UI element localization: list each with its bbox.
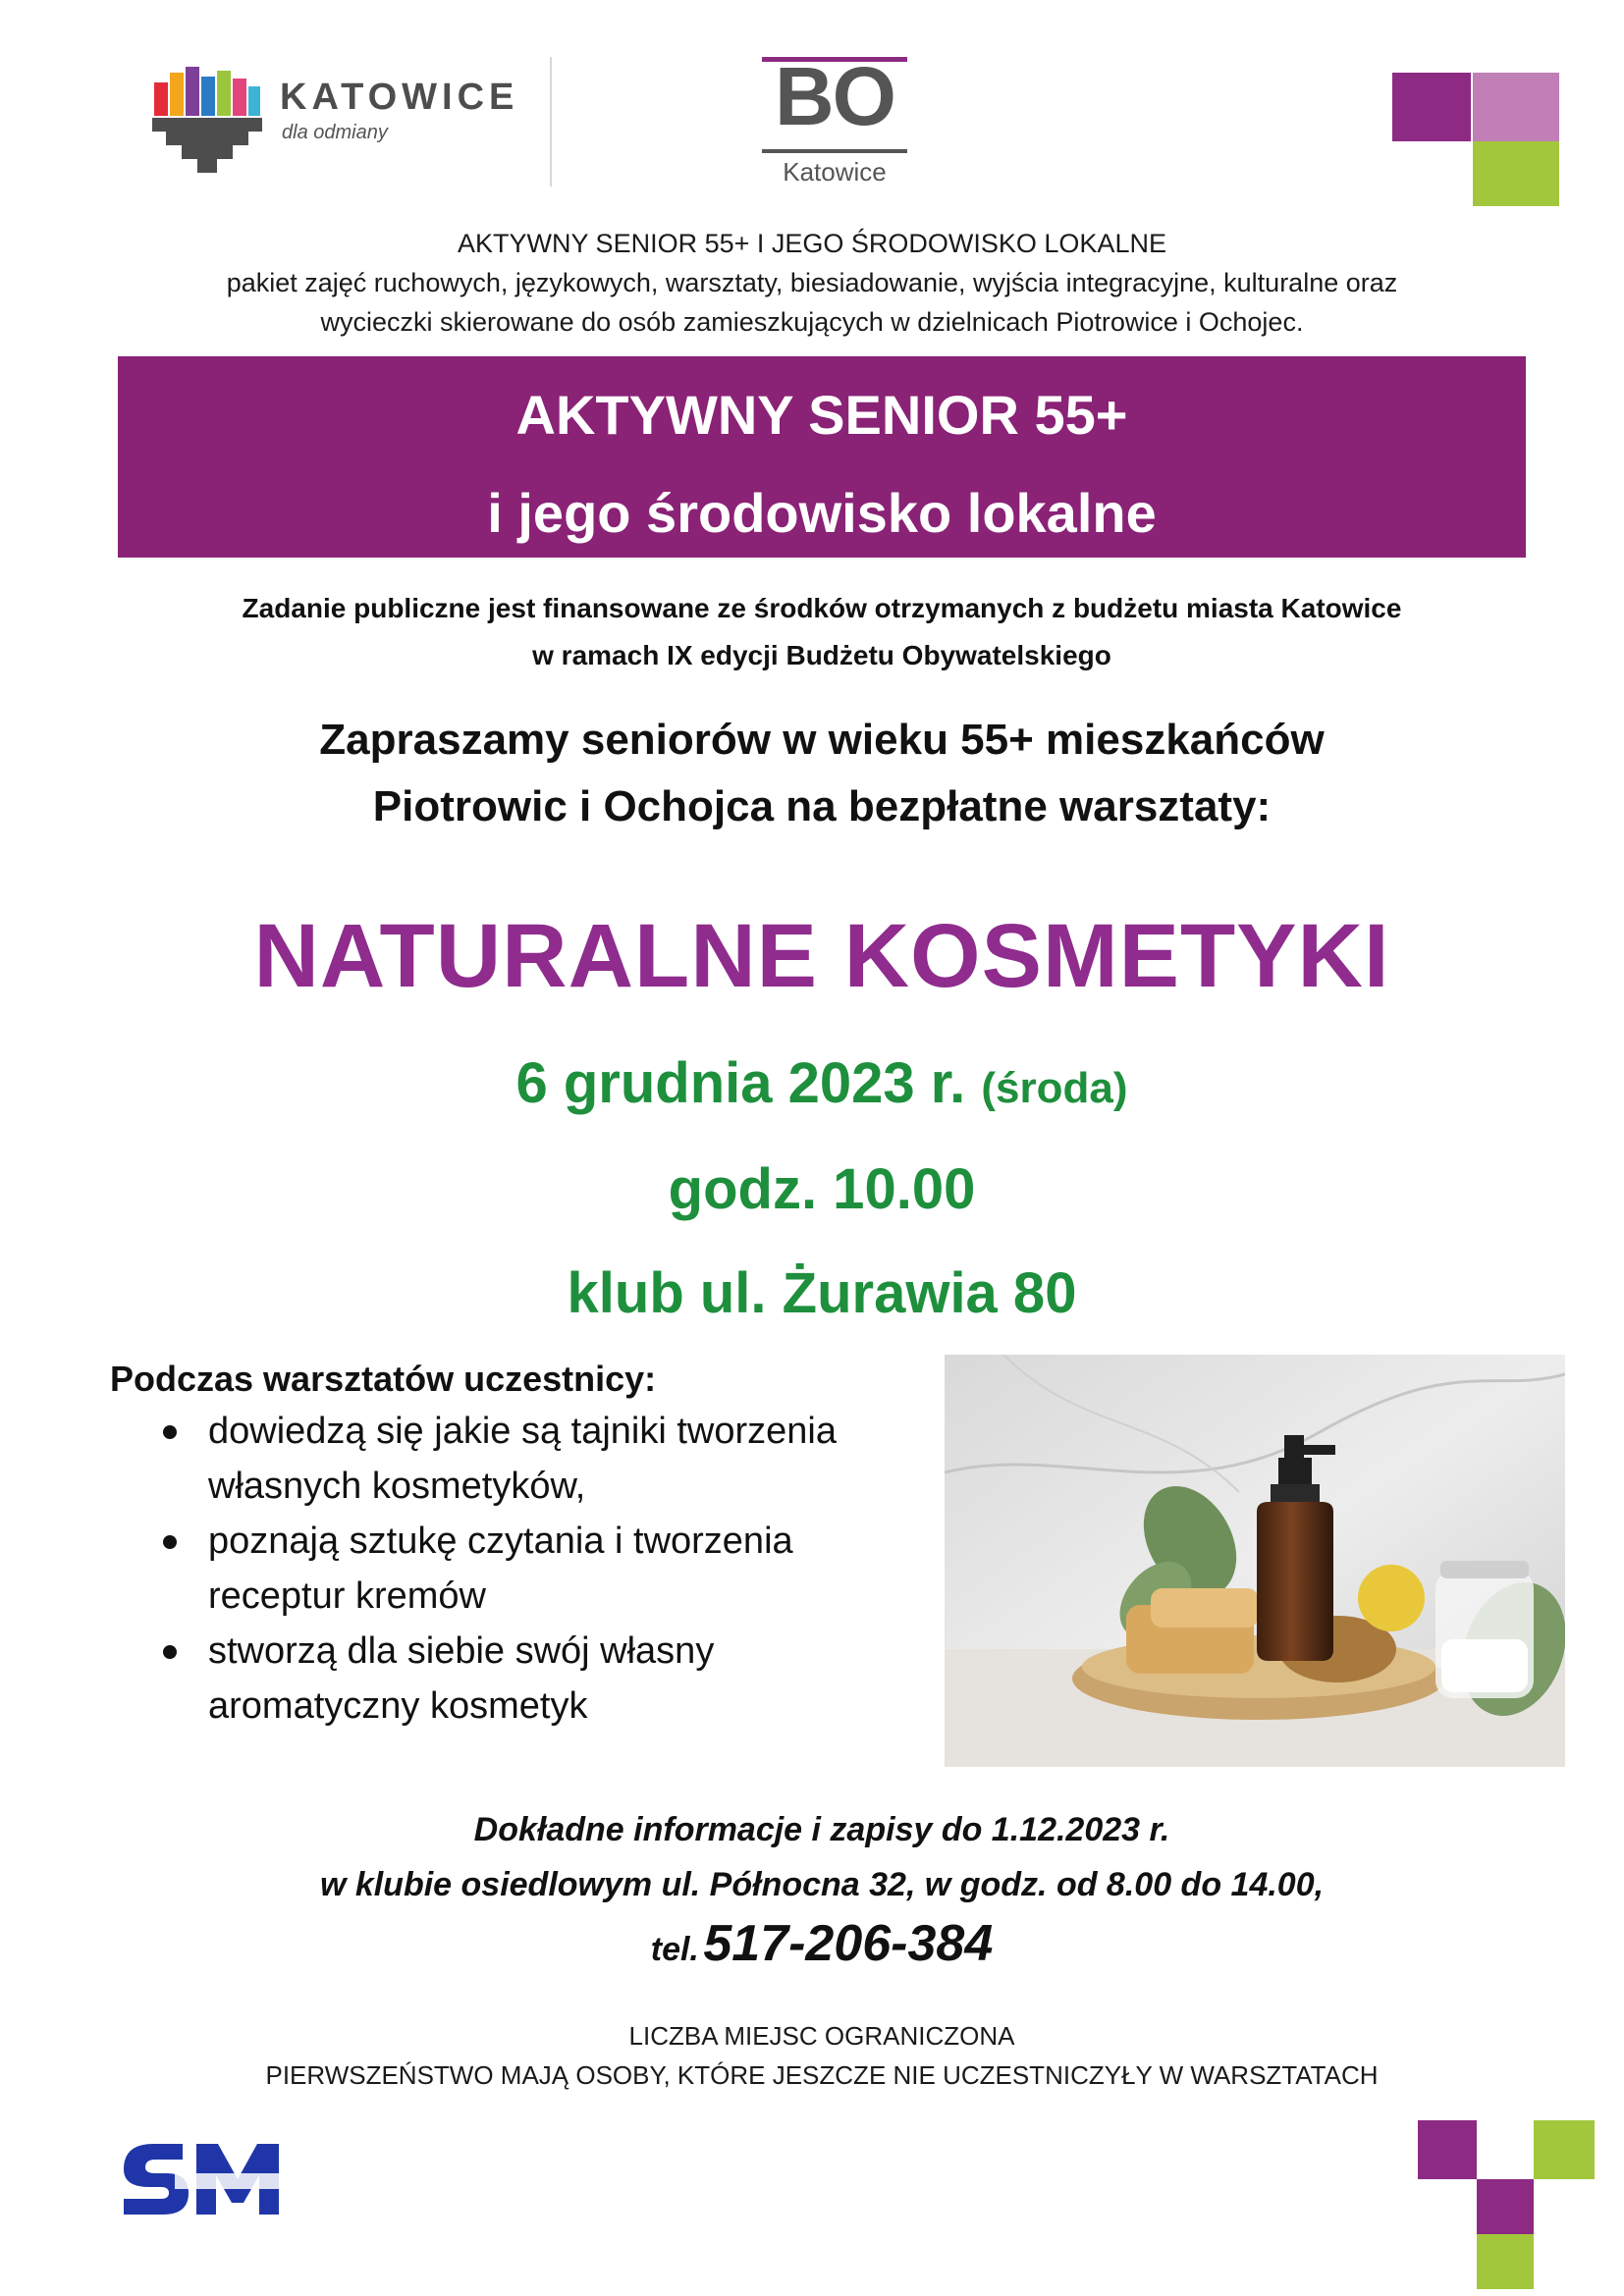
bo-logo-city: Katowice bbox=[783, 157, 887, 187]
funding-line: Zadanie publiczne jest finansowane ze środków otrzymanych z budżetu miasta Katowice bbox=[242, 593, 1402, 623]
event-date bbox=[118, 1050, 1526, 1116]
invite-line: Zapraszamy seniorów w wieku 55+ mieszkańców bbox=[319, 716, 1325, 764]
bullet-icon bbox=[163, 1645, 177, 1659]
invite-line: Piotrowic i Ochojca na bezpłatne warsztaty: bbox=[372, 782, 1272, 830]
list-item-line: własnych kosmetyków, bbox=[208, 1466, 586, 1507]
katowice-logo-mark bbox=[152, 67, 262, 175]
event-weekday: (środa) bbox=[981, 1064, 1128, 1112]
notice bbox=[118, 2016, 1526, 2095]
program-banner bbox=[118, 356, 1526, 558]
phone-prefix: tel. bbox=[650, 1931, 699, 1968]
funding-line: w ramach IX edycji Budżetu Obywatelskiego bbox=[532, 640, 1111, 670]
notice-line: PIERWSZEŃSTWO MAJĄ OSOBY, KTÓRE JESZCZE NIE UCZESTNICZYŁY W WARSZTATACH bbox=[265, 2060, 1379, 2090]
participants-list bbox=[157, 1404, 923, 1734]
list-item bbox=[157, 1514, 923, 1624]
list-item-line: poznają sztukę czytania i tworzenia bbox=[208, 1521, 793, 1562]
katowice-tagline: dla odmiany bbox=[282, 122, 388, 143]
intro-line: AKTYWNY SENIOR 55+ I JEGO ŚRODOWISKO LOKALNE bbox=[458, 229, 1166, 258]
list-item-line: aromatyczny kosmetyk bbox=[208, 1685, 588, 1727]
natural-cosmetics-photo bbox=[945, 1355, 1565, 1767]
intro-line: wycieczki skierowane do osób zamieszkujących w dzielnicach Piotrowice i Ochojec. bbox=[320, 307, 1304, 337]
katowice-wordmark: KATOWICE bbox=[280, 77, 519, 118]
list-item-line: stworzą dla siebie swój własny bbox=[208, 1630, 715, 1672]
intro-text bbox=[118, 224, 1506, 342]
contact-line: Dokładne informacje i zapisy do 1.12.2023 r. bbox=[473, 1811, 1170, 1848]
decor-square-bottom-green-right bbox=[1534, 2120, 1595, 2179]
contact-info bbox=[118, 1802, 1526, 1912]
intro-line: pakiet zajęć ruchowych, językowych, warsztaty, biesiadowanie, wyjścia integracyjne, kulturalne oraz bbox=[226, 268, 1398, 297]
participants-heading: Podczas warsztatów uczestnicy: bbox=[110, 1359, 657, 1399]
banner-title: AKTYWNY SENIOR 55+ bbox=[515, 384, 1128, 446]
invitation bbox=[118, 707, 1526, 840]
phone-line bbox=[118, 1914, 1526, 1973]
sm-silesia-logo bbox=[116, 2130, 293, 2224]
bullet-icon bbox=[163, 1535, 177, 1549]
header-divider bbox=[550, 57, 552, 187]
phone-number: 517-206-384 bbox=[703, 1915, 994, 1972]
list-item bbox=[157, 1624, 923, 1734]
contact-line: w klubie osiedlowym ul. Północna 32, w godz. od 8.00 do 14.00, bbox=[319, 1866, 1325, 1903]
funding-note bbox=[118, 585, 1526, 679]
decor-square-top-purple-dark bbox=[1392, 73, 1471, 141]
event-place: klub ul. Żurawia 80 bbox=[567, 1261, 1077, 1325]
decor-square-bottom-purple-left bbox=[1418, 2120, 1477, 2179]
event-date-text: 6 grudnia 2023 r. bbox=[515, 1051, 966, 1115]
banner-subtitle: i jego środowisko lokalne bbox=[487, 482, 1157, 545]
decor-square-top-purple-light bbox=[1473, 73, 1559, 141]
list-item bbox=[157, 1404, 923, 1514]
bo-logo-title: BO bbox=[775, 50, 894, 142]
event-time: godz. 10.00 bbox=[668, 1157, 976, 1221]
decor-square-bottom-green-lower bbox=[1477, 2234, 1534, 2289]
workshop-title: NATURALNE KOSMETYKI bbox=[253, 906, 1390, 1006]
notice-line: LICZBA MIEJSC OGRANICZONA bbox=[628, 2021, 1015, 2051]
decor-square-top-green bbox=[1473, 141, 1559, 206]
decor-square-bottom-purple-center bbox=[1477, 2179, 1534, 2234]
bullet-icon bbox=[163, 1425, 177, 1439]
list-item-line: dowiedzą się jakie są tajniki tworzenia bbox=[208, 1411, 837, 1452]
list-item-line: receptur kremów bbox=[208, 1575, 486, 1617]
